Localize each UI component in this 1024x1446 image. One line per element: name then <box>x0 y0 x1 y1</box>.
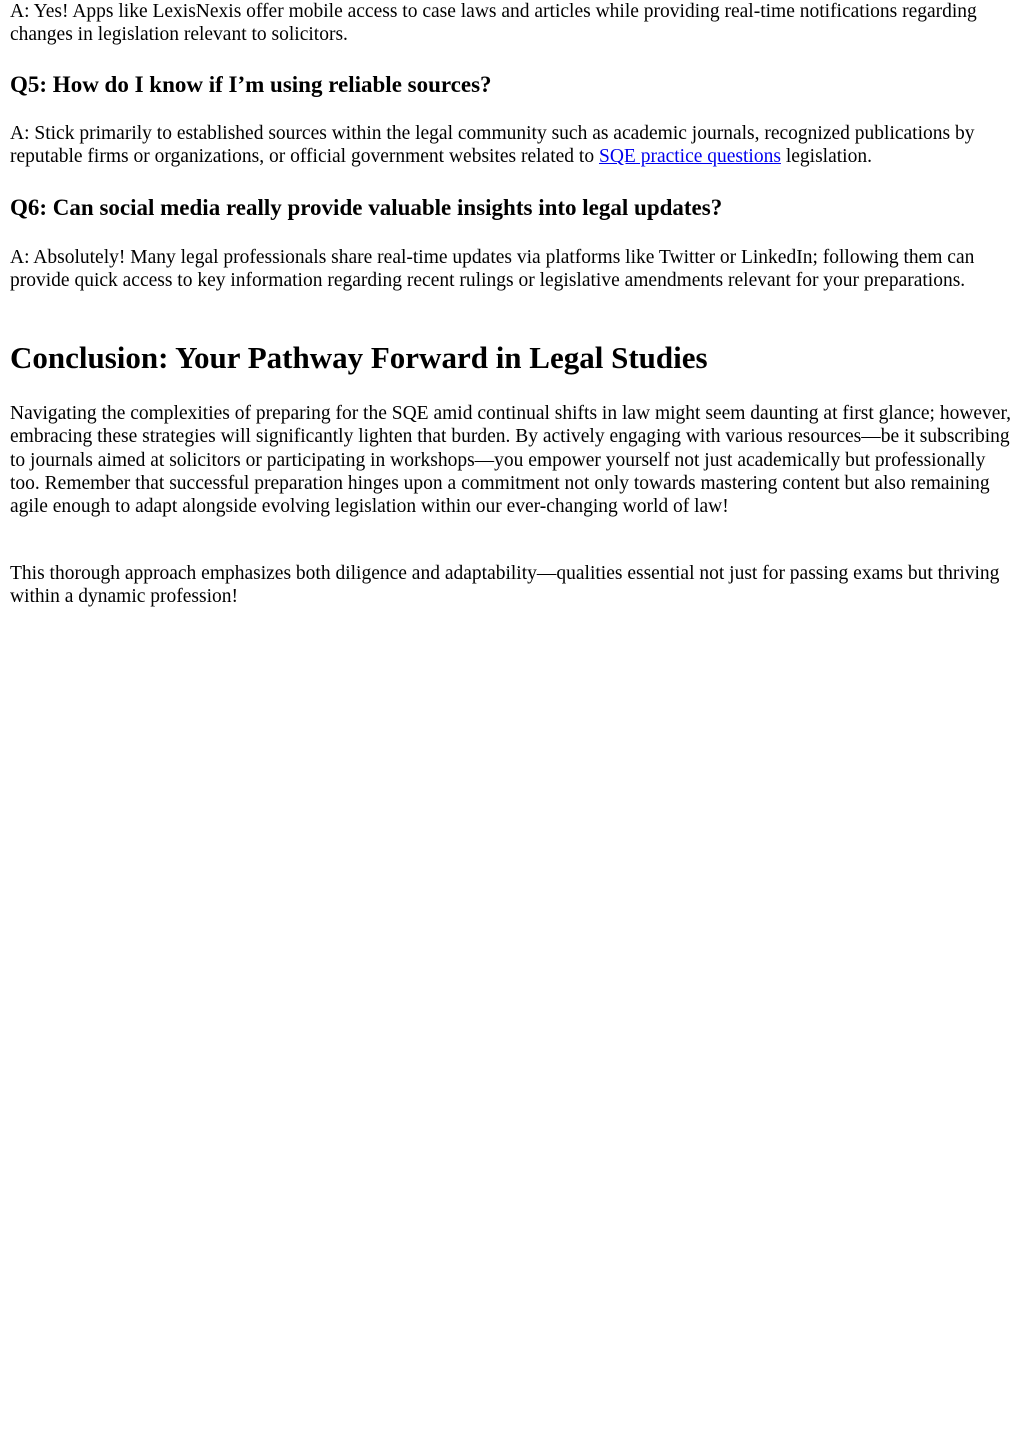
answer-q5-paragraph <box>10 122 1014 169</box>
conclusion-heading: Conclusion: Your Pathway Forward in Legal Studies <box>10 340 708 375</box>
answer-q5-text-after-link: legislation. <box>780 146 872 168</box>
answer-q6-paragraph: A: Absolutely! Many legal professionals share real-time updates via platforms like Twitter or LinkedIn; following them can provide quick access to key information regarding recent rulings or legislative amendments relevant for your preparations. <box>10 247 975 292</box>
question-q6-heading: Q6: Can social media really provide valuable insights into legal updates? <box>10 195 723 220</box>
answer-q5-text-before-link: A: Stick primarily to established sources within the legal community such as academic journals, recognized publications by reputable firms or organizations, or official government websites related to <box>10 123 975 168</box>
conclusion-paragraph-1: Navigating the complexities of preparing for the SQE amid continual shifts in law might seem daunting at first glance; however, embracing these strategies will significantly lighten that burden. By actively engaging with various resources—be it subscribing to journals aimed at solicitors or participating in workshops—you empower yourself not just academically but professionally too. Remember that successful preparation hinges upon a commitment not only towards mastering content but also remaining agile enough to adapt alongside evolving legislation within our ever-changing world of law! <box>10 403 1012 518</box>
question-q5-heading: Q5: How do I know if I’m using reliable sources? <box>10 72 492 97</box>
answer-q4-paragraph: A: Yes! Apps like LexisNexis offer mobile access to case laws and articles while providing real-time notifications regarding changes in legislation relevant to solicitors. <box>10 1 977 46</box>
sqe-practice-questions-link[interactable]: SQE practice questions <box>598 146 781 168</box>
conclusion-paragraph-2: This thorough approach emphasizes both diligence and adaptability—qualities essential not just for passing exams but thriving within a dynamic profession! <box>10 563 1000 608</box>
